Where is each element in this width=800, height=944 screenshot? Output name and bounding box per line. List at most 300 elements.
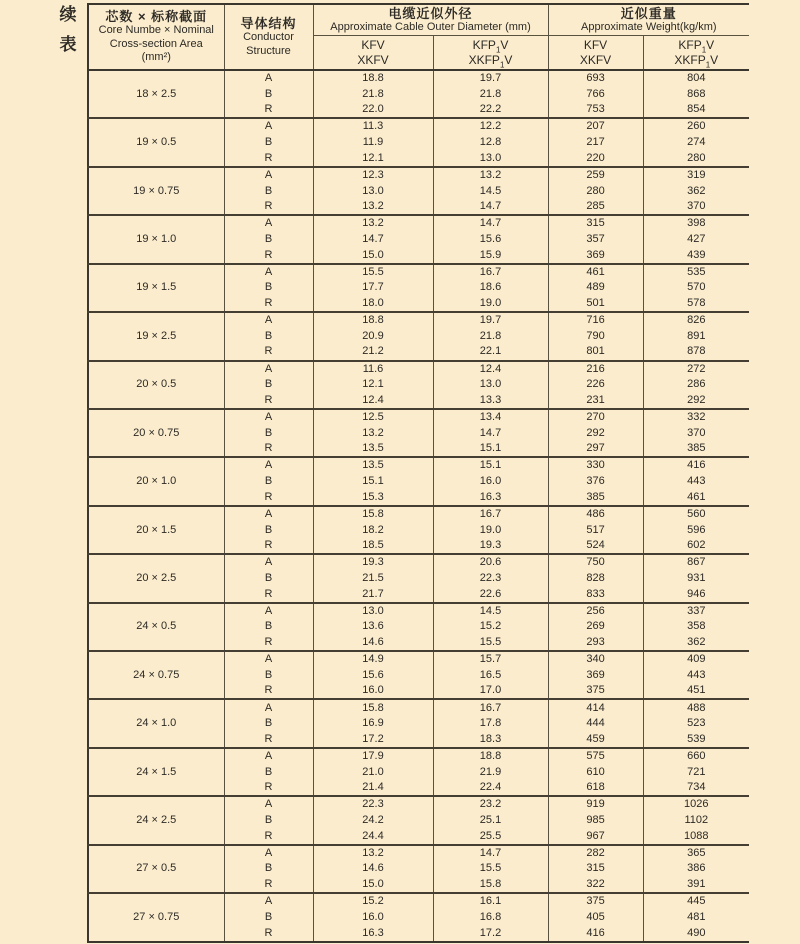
structure-cell: R xyxy=(224,877,313,893)
structure-cell: B xyxy=(224,570,313,586)
od-kfp1v-cell: 18.3 xyxy=(433,732,548,748)
structure-cell: R xyxy=(224,199,313,215)
wt-kfv-cell: 270 xyxy=(548,409,643,425)
od-kfp1v-cell: 14.7 xyxy=(433,425,548,441)
table-row xyxy=(88,699,749,715)
wt-kfp1v-cell: 362 xyxy=(643,635,749,651)
continued-table-char-1: 续 xyxy=(59,5,77,24)
subheader-wt-kfp1v: $KFP_1V$ $XKFP_1V$ xyxy=(643,36,749,71)
structure-cell: R xyxy=(224,635,313,651)
structure-cell: A xyxy=(224,748,313,764)
wt-kfv-cell: 459 xyxy=(548,732,643,748)
od-kfp1v-cell: 18.8 xyxy=(433,748,548,764)
od-kfv-cell: 18.0 xyxy=(313,296,433,312)
od-kfp1v-cell: 19.0 xyxy=(433,296,548,312)
structure-cell: A xyxy=(224,409,313,425)
core-size-cell: 19 × 1.0 xyxy=(88,215,224,263)
structure-cell: R xyxy=(224,829,313,845)
wt-kfv-cell: 385 xyxy=(548,490,643,506)
core-size-cell: 19 × 0.5 xyxy=(88,118,224,166)
core-size-cell: 24 × 0.75 xyxy=(88,651,224,699)
wt-kfv-cell: 292 xyxy=(548,425,643,441)
wt-kfp1v-cell: 854 xyxy=(643,102,749,118)
od-kfv-cell: 18.8 xyxy=(313,312,433,328)
wt-kfv-cell: 226 xyxy=(548,377,643,393)
subheader-od-kfp1v: $KFP_1V$ $XKFP_1V$ xyxy=(433,36,548,71)
wt-kfv-cell: 790 xyxy=(548,328,643,344)
od-kfp1v-cell: 23.2 xyxy=(433,796,548,812)
wt-kfp1v-cell: 286 xyxy=(643,377,749,393)
table-row xyxy=(88,748,749,764)
od-kfp1v-cell: 15.6 xyxy=(433,231,548,247)
core-size-cell: 20 × 2.5 xyxy=(88,554,224,602)
core-size-cell: 20 × 0.75 xyxy=(88,409,224,457)
wt-kfv-cell: 217 xyxy=(548,135,643,151)
structure-cell: A xyxy=(224,506,313,522)
od-kfp1v-cell: 18.6 xyxy=(433,280,548,296)
wt-kfp1v-cell: 826 xyxy=(643,312,749,328)
wt-kfv-cell: 330 xyxy=(548,457,643,473)
od-kfp1v-cell: 22.3 xyxy=(433,570,548,586)
od-kfv-cell: 21.4 xyxy=(313,780,433,796)
structure-cell: R xyxy=(224,296,313,312)
od-kfv-cell: 15.6 xyxy=(313,667,433,683)
od-kfv-cell: 13.0 xyxy=(313,183,433,199)
header-conductor-structure-en2: Structure xyxy=(246,44,291,57)
od-kfp1v-cell: 19.0 xyxy=(433,522,548,538)
od-kfv-cell: 18.5 xyxy=(313,538,433,554)
wt-kfp1v-cell: 867 xyxy=(643,554,749,570)
wt-kfv-cell: 801 xyxy=(548,344,643,360)
spec-group xyxy=(88,893,749,941)
od-kfv-cell: 22.3 xyxy=(313,796,433,812)
wt-kfp1v-cell: 596 xyxy=(643,522,749,538)
structure-cell: A xyxy=(224,312,313,328)
wt-kfp1v-cell: 868 xyxy=(643,86,749,102)
header-outer-diameter-group xyxy=(313,4,548,36)
od-kfp1v-cell: 14.7 xyxy=(433,845,548,861)
od-kfp1v-cell: 12.4 xyxy=(433,361,548,377)
structure-cell: A xyxy=(224,603,313,619)
od-kfp1v-cell: 17.0 xyxy=(433,683,548,699)
structure-cell: A xyxy=(224,264,313,280)
structure-cell: B xyxy=(224,328,313,344)
wt-kfv-cell: 501 xyxy=(548,296,643,312)
structure-cell: A xyxy=(224,893,313,909)
table-row xyxy=(88,409,749,425)
od-kfp1v-cell: 13.0 xyxy=(433,377,548,393)
wt-kfp1v-cell: 891 xyxy=(643,328,749,344)
wt-kfv-cell: 280 xyxy=(548,183,643,199)
wt-kfv-cell: 967 xyxy=(548,829,643,845)
od-kfv-cell: 17.2 xyxy=(313,732,433,748)
od-kfp1v-cell: 16.3 xyxy=(433,490,548,506)
spec-group xyxy=(88,70,749,118)
od-kfv-cell: 14.9 xyxy=(313,651,433,667)
od-kfp1v-cell: 14.7 xyxy=(433,215,548,231)
wt-kfp1v-cell: 523 xyxy=(643,716,749,732)
od-kfp1v-cell: 15.5 xyxy=(433,635,548,651)
wt-kfp1v-cell: 1026 xyxy=(643,796,749,812)
header-outer-diameter-zh: 电缆近似外径 xyxy=(388,5,473,21)
core-size-cell: 27 × 0.5 xyxy=(88,845,224,893)
spec-group xyxy=(88,506,749,554)
header-conductor-structure xyxy=(224,4,313,70)
od-kfv-cell: 16.3 xyxy=(313,925,433,941)
wt-kfv-cell: 315 xyxy=(548,861,643,877)
od-kfv-cell: 16.0 xyxy=(313,683,433,699)
header-core-section-en3: (mm²) xyxy=(141,51,171,64)
structure-cell: R xyxy=(224,344,313,360)
wt-kfv-cell: 416 xyxy=(548,925,643,941)
wt-kfp1v-cell: 391 xyxy=(643,877,749,893)
od-kfv-cell: 22.0 xyxy=(313,102,433,118)
wt-kfv-cell: 297 xyxy=(548,441,643,457)
wt-kfv-cell: 231 xyxy=(548,393,643,409)
structure-cell: B xyxy=(224,522,313,538)
core-size-cell: 27 × 0.75 xyxy=(88,893,224,941)
structure-cell: A xyxy=(224,796,313,812)
spec-group xyxy=(88,409,749,457)
table-row xyxy=(88,70,749,86)
wt-kfp1v-cell: 451 xyxy=(643,683,749,699)
core-size-cell: 19 × 1.5 xyxy=(88,264,224,312)
wt-kfp1v-cell: 445 xyxy=(643,893,749,909)
structure-cell: A xyxy=(224,457,313,473)
od-kfp1v-cell: 21.8 xyxy=(433,328,548,344)
od-kfv-cell: 18.8 xyxy=(313,70,433,86)
od-kfv-cell: 11.9 xyxy=(313,135,433,151)
wt-kfv-cell: 220 xyxy=(548,151,643,167)
od-kfp1v-cell: 20.6 xyxy=(433,554,548,570)
wt-kfp1v-cell: 409 xyxy=(643,651,749,667)
wt-kfp1v-cell: 427 xyxy=(643,231,749,247)
od-kfv-cell: 19.3 xyxy=(313,554,433,570)
spec-group xyxy=(88,845,749,893)
wt-kfp1v-cell: 280 xyxy=(643,151,749,167)
od-kfv-cell: 12.3 xyxy=(313,167,433,183)
wt-kfv-cell: 282 xyxy=(548,845,643,861)
od-kfp1v-cell: 25.5 xyxy=(433,829,548,845)
wt-kfp1v-cell: 274 xyxy=(643,135,749,151)
od-kfv-cell: 16.0 xyxy=(313,909,433,925)
od-kfv-cell: 15.3 xyxy=(313,490,433,506)
wt-kfp1v-cell: 370 xyxy=(643,199,749,215)
structure-cell: B xyxy=(224,619,313,635)
table-row xyxy=(88,167,749,183)
wt-kfp1v-cell: 804 xyxy=(643,70,749,86)
structure-cell: B xyxy=(224,764,313,780)
table-row xyxy=(88,215,749,231)
structure-cell: R xyxy=(224,732,313,748)
wt-kfv-cell: 828 xyxy=(548,570,643,586)
wt-kfp1v-cell: 337 xyxy=(643,603,749,619)
wt-kfv-cell: 369 xyxy=(548,248,643,264)
structure-cell: R xyxy=(224,393,313,409)
od-kfv-cell: 11.6 xyxy=(313,361,433,377)
wt-kfp1v-cell: 292 xyxy=(643,393,749,409)
od-kfv-cell: 13.5 xyxy=(313,457,433,473)
structure-cell: A xyxy=(224,651,313,667)
structure-cell: B xyxy=(224,812,313,828)
od-kfp1v-cell: 15.9 xyxy=(433,248,548,264)
core-size-cell: 19 × 0.75 xyxy=(88,167,224,215)
od-kfv-cell: 15.5 xyxy=(313,264,433,280)
od-kfv-cell: 18.2 xyxy=(313,522,433,538)
wt-kfp1v-cell: 443 xyxy=(643,667,749,683)
wt-kfp1v-cell: 385 xyxy=(643,441,749,457)
table-row xyxy=(88,554,749,570)
od-kfp1v-cell: 22.1 xyxy=(433,344,548,360)
wt-kfp1v-cell: 488 xyxy=(643,699,749,715)
od-kfv-cell: 13.2 xyxy=(313,425,433,441)
od-kfp1v-cell: 15.5 xyxy=(433,861,548,877)
od-kfp1v-cell: 21.9 xyxy=(433,764,548,780)
od-kfv-cell: 15.0 xyxy=(313,248,433,264)
cable-spec-table xyxy=(87,3,749,943)
wt-kfp1v-cell: 260 xyxy=(643,118,749,134)
structure-cell: A xyxy=(224,845,313,861)
structure-cell: R xyxy=(224,248,313,264)
od-kfv-cell: 17.9 xyxy=(313,748,433,764)
od-kfv-cell: 13.2 xyxy=(313,215,433,231)
od-kfv-cell: 11.3 xyxy=(313,118,433,134)
od-kfp1v-cell: 25.1 xyxy=(433,812,548,828)
od-kfp1v-cell: 19.7 xyxy=(433,312,548,328)
header-outer-diameter-en: Approximate Cable Outer Diameter (mm) xyxy=(330,20,531,33)
wt-kfp1v-cell: 931 xyxy=(643,570,749,586)
core-size-cell: 20 × 1.0 xyxy=(88,457,224,505)
od-kfp1v-cell: 19.7 xyxy=(433,70,548,86)
structure-cell: B xyxy=(224,716,313,732)
spec-group xyxy=(88,167,749,215)
wt-kfp1v-cell: 1102 xyxy=(643,812,749,828)
wt-kfv-cell: 517 xyxy=(548,522,643,538)
od-kfv-cell: 17.7 xyxy=(313,280,433,296)
header-core-section-en2: Cross-section Area xyxy=(109,37,203,50)
spec-group xyxy=(88,457,749,505)
continued-table-char-2: 表 xyxy=(59,35,77,54)
wt-kfp1v-cell: 398 xyxy=(643,215,749,231)
wt-kfv-cell: 486 xyxy=(548,506,643,522)
table-row xyxy=(88,603,749,619)
structure-cell: R xyxy=(224,102,313,118)
od-kfp1v-cell: 15.7 xyxy=(433,651,548,667)
wt-kfv-cell: 833 xyxy=(548,587,643,603)
wt-kfv-cell: 285 xyxy=(548,199,643,215)
table-header xyxy=(88,4,749,70)
wt-kfp1v-cell: 490 xyxy=(643,925,749,941)
od-kfv-cell: 13.6 xyxy=(313,619,433,635)
wt-kfv-cell: 618 xyxy=(548,780,643,796)
od-kfp1v-cell: 14.5 xyxy=(433,603,548,619)
core-size-cell: 18 × 2.5 xyxy=(88,70,224,118)
od-kfv-cell: 21.7 xyxy=(313,587,433,603)
wt-kfv-cell: 269 xyxy=(548,619,643,635)
wt-kfv-cell: 322 xyxy=(548,877,643,893)
structure-cell: B xyxy=(224,861,313,877)
wt-kfv-cell: 369 xyxy=(548,667,643,683)
core-size-cell: 24 × 1.5 xyxy=(88,748,224,796)
od-kfp1v-cell: 13.2 xyxy=(433,167,548,183)
spec-group xyxy=(88,699,749,747)
core-size-cell: 20 × 0.5 xyxy=(88,361,224,409)
core-size-cell: 20 × 1.5 xyxy=(88,506,224,554)
wt-kfv-cell: 256 xyxy=(548,603,643,619)
wt-kfp1v-cell: 602 xyxy=(643,538,749,554)
od-kfp1v-cell: 12.2 xyxy=(433,118,548,134)
wt-kfp1v-cell: 272 xyxy=(643,361,749,377)
od-kfv-cell: 21.8 xyxy=(313,86,433,102)
table-row xyxy=(88,457,749,473)
table-row xyxy=(88,264,749,280)
wt-kfp1v-cell: 721 xyxy=(643,764,749,780)
wt-kfv-cell: 259 xyxy=(548,167,643,183)
table-row xyxy=(88,796,749,812)
wt-kfv-cell: 919 xyxy=(548,796,643,812)
wt-kfv-cell: 753 xyxy=(548,102,643,118)
od-kfv-cell: 15.1 xyxy=(313,474,433,490)
wt-kfv-cell: 207 xyxy=(548,118,643,134)
structure-cell: A xyxy=(224,70,313,86)
structure-cell: A xyxy=(224,554,313,570)
od-kfp1v-cell: 15.2 xyxy=(433,619,548,635)
table-row xyxy=(88,651,749,667)
wt-kfv-cell: 985 xyxy=(548,812,643,828)
od-kfv-cell: 12.1 xyxy=(313,151,433,167)
table-row xyxy=(88,361,749,377)
od-kfp1v-cell: 15.1 xyxy=(433,441,548,457)
header-conductor-structure-zh: 导体结构 xyxy=(240,16,297,31)
od-kfv-cell: 12.4 xyxy=(313,393,433,409)
od-kfp1v-cell: 22.4 xyxy=(433,780,548,796)
table-row xyxy=(88,893,749,909)
core-size-cell: 24 × 0.5 xyxy=(88,603,224,651)
wt-kfv-cell: 340 xyxy=(548,651,643,667)
od-kfp1v-cell: 13.0 xyxy=(433,151,548,167)
table-row xyxy=(88,118,749,134)
structure-cell: A xyxy=(224,118,313,134)
od-kfp1v-cell: 22.6 xyxy=(433,587,548,603)
structure-cell: B xyxy=(224,86,313,102)
od-kfp1v-cell: 21.8 xyxy=(433,86,548,102)
wt-kfv-cell: 375 xyxy=(548,893,643,909)
od-kfv-cell: 15.2 xyxy=(313,893,433,909)
od-kfp1v-cell: 16.1 xyxy=(433,893,548,909)
wt-kfp1v-cell: 946 xyxy=(643,587,749,603)
wt-kfp1v-cell: 481 xyxy=(643,909,749,925)
od-kfv-cell: 21.2 xyxy=(313,344,433,360)
od-kfv-cell: 15.8 xyxy=(313,699,433,715)
structure-cell: R xyxy=(224,538,313,554)
od-kfv-cell: 16.9 xyxy=(313,716,433,732)
header-weight-zh: 近似重量 xyxy=(620,5,677,21)
od-kfv-cell: 15.0 xyxy=(313,877,433,893)
wt-kfp1v-cell: 1088 xyxy=(643,829,749,845)
od-kfp1v-cell: 16.5 xyxy=(433,667,548,683)
structure-cell: B xyxy=(224,135,313,151)
od-kfv-cell: 13.0 xyxy=(313,603,433,619)
wt-kfp1v-cell: 319 xyxy=(643,167,749,183)
structure-cell: R xyxy=(224,441,313,457)
structure-cell: R xyxy=(224,925,313,941)
header-core-section-zh: 芯数 × 标称截面 xyxy=(105,9,208,25)
wt-kfv-cell: 357 xyxy=(548,231,643,247)
wt-kfv-cell: 293 xyxy=(548,635,643,651)
wt-kfv-cell: 375 xyxy=(548,683,643,699)
structure-cell: R xyxy=(224,151,313,167)
spec-group xyxy=(88,796,749,844)
structure-cell: B xyxy=(224,183,313,199)
table-row xyxy=(88,845,749,861)
wt-kfv-cell: 766 xyxy=(548,86,643,102)
core-size-cell: 19 × 2.5 xyxy=(88,312,224,360)
header-weight-en: Approximate Weight(kg/km) xyxy=(581,20,717,33)
continued-table-label xyxy=(56,6,80,66)
wt-kfv-cell: 444 xyxy=(548,716,643,732)
od-kfv-cell: 24.2 xyxy=(313,812,433,828)
wt-kfp1v-cell: 332 xyxy=(643,409,749,425)
structure-cell: A xyxy=(224,361,313,377)
od-kfp1v-cell: 14.5 xyxy=(433,183,548,199)
od-kfv-cell: 20.9 xyxy=(313,328,433,344)
od-kfp1v-cell: 16.0 xyxy=(433,474,548,490)
structure-cell: A xyxy=(224,167,313,183)
table-row xyxy=(88,312,749,328)
structure-cell: B xyxy=(224,909,313,925)
od-kfv-cell: 13.5 xyxy=(313,441,433,457)
wt-kfv-cell: 376 xyxy=(548,474,643,490)
spec-group xyxy=(88,118,749,166)
table-row xyxy=(88,506,749,522)
od-kfv-cell: 24.4 xyxy=(313,829,433,845)
wt-kfp1v-cell: 461 xyxy=(643,490,749,506)
od-kfv-cell: 14.6 xyxy=(313,861,433,877)
structure-cell: B xyxy=(224,667,313,683)
wt-kfv-cell: 693 xyxy=(548,70,643,86)
wt-kfp1v-cell: 365 xyxy=(643,845,749,861)
spec-group xyxy=(88,748,749,796)
od-kfp1v-cell: 17.8 xyxy=(433,716,548,732)
header-core-section-en1: Core Numbe × Nominal xyxy=(98,24,214,37)
structure-cell: A xyxy=(224,215,313,231)
structure-cell: B xyxy=(224,231,313,247)
od-kfv-cell: 13.2 xyxy=(313,845,433,861)
od-kfv-cell: 21.5 xyxy=(313,570,433,586)
od-kfp1v-cell: 22.2 xyxy=(433,102,548,118)
wt-kfv-cell: 315 xyxy=(548,215,643,231)
od-kfp1v-cell: 19.3 xyxy=(433,538,548,554)
wt-kfp1v-cell: 362 xyxy=(643,183,749,199)
header-conductor-structure-en1: Conductor xyxy=(243,31,294,43)
od-kfp1v-cell: 16.7 xyxy=(433,699,548,715)
od-kfp1v-cell: 17.2 xyxy=(433,925,548,941)
wt-kfp1v-cell: 443 xyxy=(643,474,749,490)
header-weight-group xyxy=(548,4,749,36)
subheader-wt-kfv: KFV XKFV xyxy=(548,36,643,71)
structure-cell: B xyxy=(224,425,313,441)
spec-group xyxy=(88,361,749,409)
od-kfp1v-cell: 16.7 xyxy=(433,264,548,280)
od-kfv-cell: 12.1 xyxy=(313,377,433,393)
od-kfp1v-cell: 13.4 xyxy=(433,409,548,425)
wt-kfp1v-cell: 570 xyxy=(643,280,749,296)
wt-kfp1v-cell: 560 xyxy=(643,506,749,522)
wt-kfv-cell: 610 xyxy=(548,764,643,780)
structure-cell: R xyxy=(224,587,313,603)
od-kfv-cell: 14.7 xyxy=(313,231,433,247)
core-size-cell: 24 × 1.0 xyxy=(88,699,224,747)
